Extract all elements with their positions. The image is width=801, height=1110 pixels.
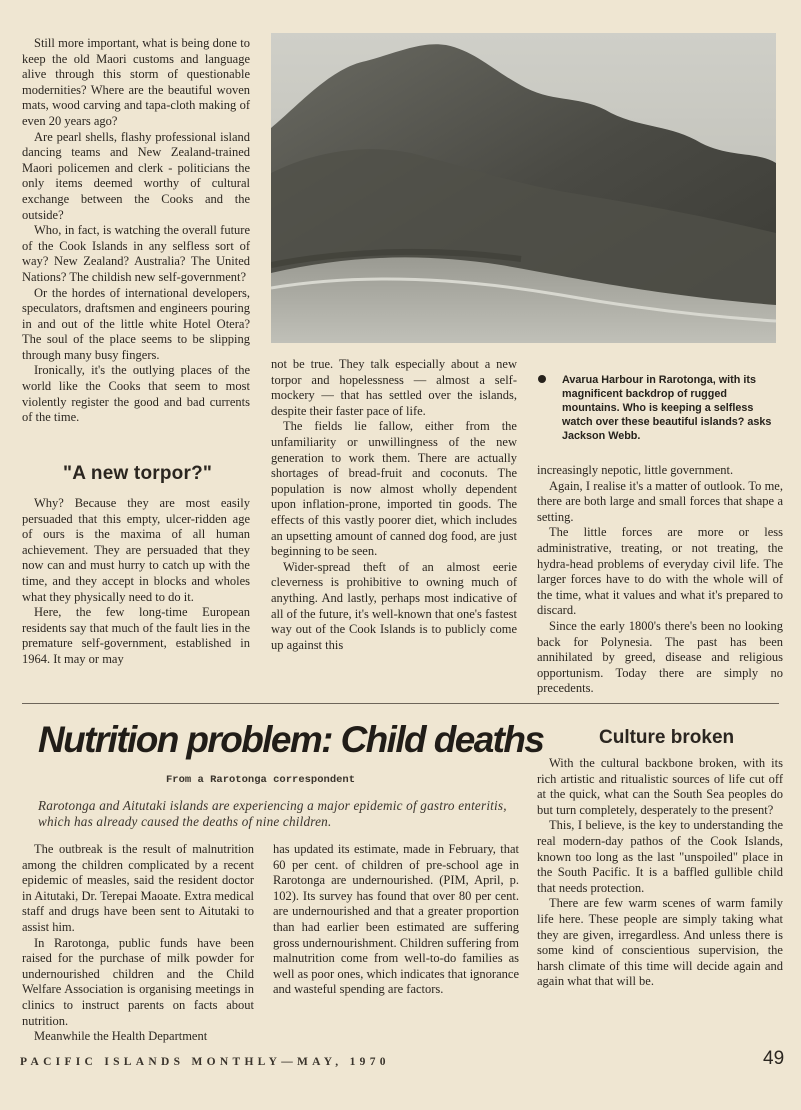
paragraph: Why? Because they are most easily persuaded that this empty, ulcer-ridden age of ours is the maxima of all human achievement. They are persuaded that they now can and must hurry to catch up with the time, and they accept in blocks and wholes what they physically need to do it. xyxy=(22,496,250,604)
culture-heading: Culture broken xyxy=(599,727,735,748)
column-3 xyxy=(537,463,783,697)
paragraph: Meanwhile the Health Department xyxy=(34,1029,208,1044)
divider xyxy=(22,703,779,704)
column-2 xyxy=(271,357,517,653)
page-number: 49 xyxy=(763,1048,785,1069)
paragraph: Again, I realise it's a matter of outlook. To me, there are both large and small forces that shape a setting. xyxy=(537,478,783,524)
paragraph: There are few warm scenes of warm family life here. These people are simply taking what they are given, irregardless. And unless there is some kind of conscientious supervision, the harsh climate of this time will decide again and again what that will be. xyxy=(537,896,783,989)
paragraph: Still more important, what is being done to keep the old Maori customs and language alive through this storm of questionable modernities? Where are the beautiful woven mats, wood carving and tapa-cloth making of even 20 years ago? xyxy=(22,36,250,128)
paragraph: Ironically, it's the outlying places of the world like the Cooks that seem to most violently register the good and bad currents of the time. xyxy=(22,363,250,425)
column-1-bottom xyxy=(22,496,250,668)
nutrition-column-2 xyxy=(273,842,519,998)
byline: From a Rarotonga correspondent xyxy=(166,774,356,786)
paragraph: The little forces are more or less administrative, treating, or not treating, the hydra-head problems of everyday civil life. The larger forces have to do with the whole will of the time, what it values and what it's prepared to discard. xyxy=(537,525,783,618)
column-1-top xyxy=(22,36,250,426)
culture-column xyxy=(537,756,783,990)
paragraph: Here, the few long-time European residents say that much of the fault lies in the premature self-government, established in 1964. It may or may xyxy=(22,605,250,666)
article-headline: Nutrition problem: Child deaths xyxy=(38,719,544,760)
subheading: "A new torpor?" xyxy=(63,463,213,484)
paragraph: This, I believe, is the key to understanding the real modern-day pathos of the Cook Islands, known too long as the last "unspoiled" place in the South Pacific. It is a baffled gullible child that needs protection. xyxy=(537,818,783,895)
paragraph: not be true. They talk especially about a new torpor and hopelessness — almost a self-mockery — that has settled over the islands, despite their faster pace of life. xyxy=(271,357,517,418)
mountain-harbour-image xyxy=(271,33,776,343)
paragraph: has updated its estimate, made in February, that 60 per cent. of children of pre-school age in Rarotonga are undernourished. (PIM, April, p. 102). Its survey has found that over 80 per cent. are undernourished and that a greater proportion than had earlier been estimated are suffering gross undernourishment. Children suffering from malnutrition come from well-to-do families as well as poor ones, which indicates that ignorance and wasteful spending are factors. xyxy=(273,842,519,997)
running-footer: PACIFIC ISLANDS MONTHLY—MAY, 1970 xyxy=(20,1056,390,1068)
paragraph: Are pearl shells, flashy professional island dancing teams and New Zealand-trained Maori policemen and clerk - politicians the only items deemed worthy of cultural exchange between the Cooks and the outside? xyxy=(22,129,250,222)
paragraph: Wider-spread theft of an almost eerie cleverness is prohibitive to owning much of anything. And lastly, perhaps most indicative of all of the future, it's well-known that one's fastest way out of the Cook Islands is to publicly come up against this xyxy=(271,559,517,652)
paragraph: increasingly nepotic, little government. xyxy=(537,463,734,477)
paragraph: Since the early 1800's there's been no looking back for Polynesia. The past has been annihilated by greed, disease and religious opportunism. Today there are simply no precedents. xyxy=(537,618,783,696)
paragraph: The fields lie fallow, either from the unfamiliarity or unwillingness of the new generation to work them. There are actually shortages of bread-fruit and coconuts. The population is now almost wholly dependent upon inflation-prone, imported tin goods. The effects of this vastly poorer diet, which includes an upsetting amount of canned dog food, are just beginning to be seen. xyxy=(271,419,517,559)
photo-caption xyxy=(538,373,783,443)
caption-text: Avarua Harbour in Rarotonga, with its magnificent backdrop of rugged mountains. Who is keeping a selfless watch over these beautiful islands? asks Jackson Webb. xyxy=(562,374,772,442)
paragraph: With the cultural backbone broken, with its rich artistic and ritualistic sources of life cut off at the quick, what can the South Sea peoples do but turn completely, desperately to the present? xyxy=(537,756,783,817)
standfirst: Rarotonga and Aitutaki islands are experiencing a major epidemic of gastro enteritis, which has already caused the deaths of nine children. xyxy=(38,798,507,829)
nutrition-column-1 xyxy=(22,842,254,1045)
harbour-photo xyxy=(271,33,776,343)
paragraph: In Rarotonga, public funds have been raised for the purchase of milk powder for undernourished children and the Child Welfare Association is organising meetings in clinics to instruct parents on facts about nutrition. xyxy=(22,935,254,1028)
paragraph: Or the hordes of international developers, speculators, draftsmen and engineers pouring in and out of the little white Hotel Otera? The soul of the place seems to be slipping through many busy fingers. xyxy=(22,285,250,362)
bullet-icon xyxy=(538,375,546,383)
paragraph: Who, in fact, is watching the overall future of the Cook Islands in any selfless sort of way? New Zealand? Australia? The United Nations? The childish new self-government? xyxy=(22,223,250,284)
paragraph: The outbreak is the result of malnutrition among the children complicated by a recent epidemic of measles, said the resident doctor in Aitutaki, Dr. Terepai Maoate. Extra medical staff and drugs have been sent to Aitutaki to assist him. xyxy=(22,842,254,934)
